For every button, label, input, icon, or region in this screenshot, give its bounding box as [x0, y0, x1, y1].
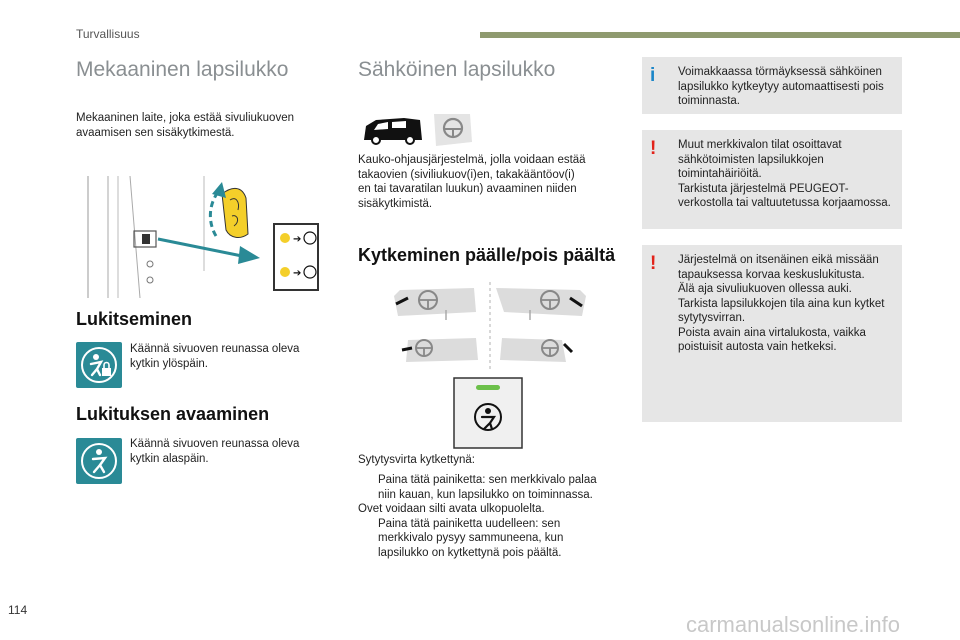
vehicle-steering-icons — [362, 112, 474, 148]
doors-outside-note: Ovet voidaan silti avata ulkopuolelta. — [358, 503, 545, 515]
section-label: Turvallisuus — [76, 27, 140, 41]
warning-icon: ! — [650, 138, 657, 159]
locking-heading: Lukitseminen — [76, 309, 193, 329]
header-rule — [480, 32, 960, 38]
instructions-list — [358, 473, 620, 560]
mechanical-lock-intro: Mekaaninen laite, joka estää sivuliukuoven avaamisen sen sisäkytkimestä. — [76, 112, 294, 139]
bullet-icon — [358, 473, 378, 502]
watermark: carmanualsonline.info — [686, 612, 901, 637]
svg-text:➔: ➔ — [293, 268, 302, 279]
list-item: Paina tätä painiketta uudelleen: sen merkkivalo pysyy sammuneena, kun lapsilukko on kytkettynä pois päältä. — [358, 517, 620, 561]
door-lock-diagram — [390, 282, 590, 370]
svg-text:➔: ➔ — [293, 234, 302, 245]
electric-lock-title: Sähköinen lapsilukko — [358, 58, 556, 81]
page-number: 114 — [8, 603, 28, 617]
warning-note-independent: ! Järjestelmä on itsenäinen eikä missään tapauksessa korvaa keskuslukitusta. Älä aja sivuliukuoven ollessa auki. Tarkista lapsilukkojen tila aina kun kytket sytytysvirran. Poista avain aina virtalukosta, vaikka poistuisit autosta vain hetkeksi. — [642, 245, 902, 422]
bullet-icon — [358, 517, 378, 561]
electric-lock-intro: Kauko-ohjausjärjestelmä, jolla voidaan estää takaovien (siviliukuov(i)en, takakääntöov(i) en tai tavaratilan luukun) avaaminen niiden sisäkytkimistä. — [358, 154, 586, 210]
locking-text: Käännä sivuoven reunassa oleva kytkin ylöspäin. — [130, 343, 300, 370]
list-item: Paina tätä painiketta: sen merkkivalo palaa niin kauan, kun lapsilukko on toiminnassa. — [358, 473, 620, 502]
mechanical-lock-title: Mekaaninen lapsilukko — [76, 58, 289, 81]
warning-note-malfunction: ! Muut merkkivalon tilat osoittavat sähkötoimisten lapsilukkojen toimintahäiriöitä. Tarkistuta järjestelmä PEUGEOT- verkostolla tai valtuutetussa korjaamossa. — [642, 130, 902, 229]
info-icon: i — [650, 65, 656, 86]
child-lock-button-icon — [453, 377, 523, 449]
ignition-label: Sytytysvirta kytkettynä: — [358, 454, 475, 466]
warning-icon: ! — [650, 253, 657, 274]
unlocking-heading: Lukituksen avaaminen — [76, 404, 270, 424]
unlocking-text: Käännä sivuoven reunassa oleva kytkin alaspäin. — [130, 438, 300, 465]
door-lock-illustration — [82, 176, 322, 298]
child-lock-off-icon — [76, 438, 122, 484]
on-off-heading: Kytkeminen päälle/pois päältä — [358, 245, 616, 265]
info-note: i Voimakkaassa törmäyksessä sähköinen lapsilukko kytkeytyy automaattisesti pois toiminnasta. — [642, 57, 902, 114]
child-lock-on-icon — [76, 342, 122, 388]
